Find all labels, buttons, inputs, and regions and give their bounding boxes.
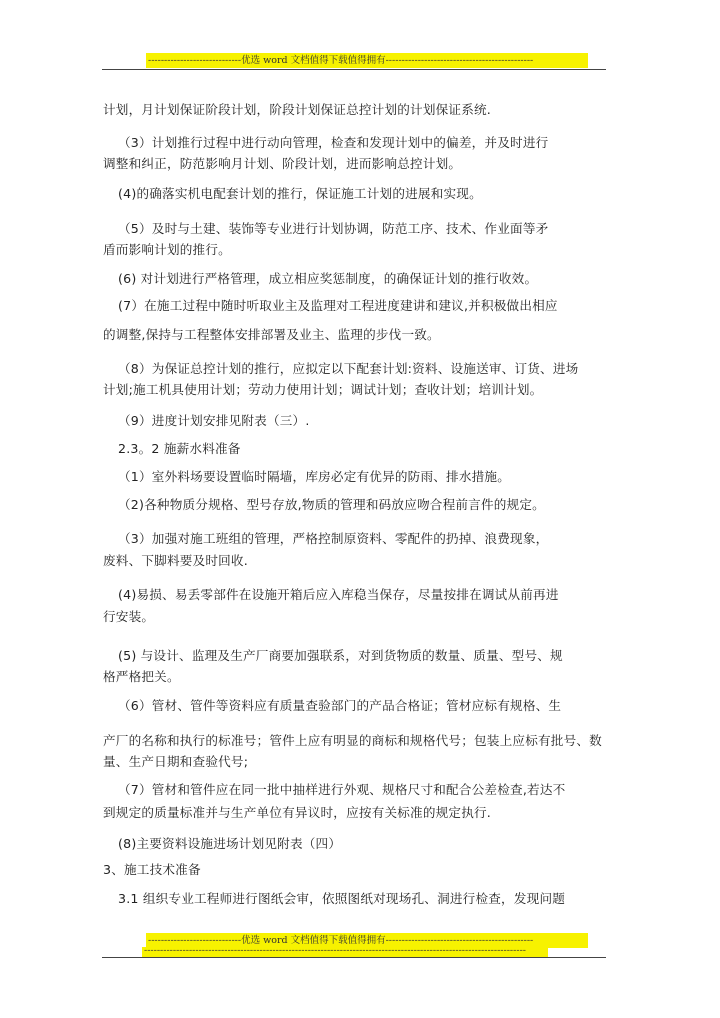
paragraph-line: 废料、下脚料要及时回收. [103, 553, 248, 568]
header-rule [102, 69, 606, 70]
paragraph-line: 计划，月计划保证阶段计划，阶段计划保证总控计划的计划保证系统. [103, 102, 492, 117]
paragraph-line: （2)各种物质分规格、型号存放,物质的管理和码放应吻合程前言件的规定。 [118, 497, 545, 512]
paragraph-line: 2.3。2 施薪水料准备 [118, 441, 241, 456]
paragraph-line: 行安装。 [103, 609, 155, 624]
paragraph-line: 格严格把关。 [103, 669, 180, 684]
paragraph-line: （8）为保证总控计划的推行，应拟定以下配套计划:资料、设施送审、订货、进场 [118, 361, 579, 376]
paragraph-line: 计划;施工机具使用计划；劳动力使用计划；调试计划；查收计划；培训计划。 [103, 382, 543, 397]
paragraph-line: 量、生产日期和查验代号; [103, 754, 249, 769]
paragraph-line: 3、施工技术准备 [103, 862, 201, 877]
paragraph-line: 产厂的名称和执行的标准号；管件上应有明显的商标和规格代号；包装上应标有批号、数 [103, 733, 602, 748]
footer-banner: -----------------------------优选 word 文档值得下载值得拥有---------------------------------------------- [146, 933, 588, 948]
paragraph-line: (5) 与设计、监理及生产厂商要加强联系，对到货物质的数量、质量、型号、规 [118, 648, 563, 663]
paragraph-line: (7）在施工过程中随时听取业主及监理对工程进度建讲和建议,并积极做出相应 [118, 298, 558, 313]
paragraph-line: （9）进度计划安排见附表（三）. [118, 413, 310, 428]
paragraph-line: (4)易损、易丢零部件在设施开箱后应入库稳当保存，尽量按排在调试从前再进 [118, 587, 559, 602]
paragraph-line: (4)的确落实机电配套计划的推行，保证施工计划的进展和实现。 [118, 186, 482, 201]
footer-rule [102, 957, 606, 958]
paragraph-line: （6）管材、管件等资料应有质量查验部门的产品合格证；管材应标有规格、生 [118, 698, 562, 713]
paragraph-line: 3.1 组织专业工程师进行图纸会审，依照图纸对现场孔、洞进行检查，发现问题 [118, 891, 566, 906]
paragraph-line: 的调整,保持与工程整体安排部署及业主、监理的步伐一致。 [103, 327, 440, 342]
paragraph-line: （3）加强对施工班组的管理，严格控制原资料、零配件的扔掉、浪费现象， [118, 531, 549, 546]
paragraph-line: （7）管材和管件应在同一批中抽样进行外观、规格尺寸和配合公差检查,若达不 [118, 782, 566, 797]
paragraph-line: 调整和纠正，防范影响月计划、阶段计划，进而影响总控计划。 [103, 156, 462, 171]
paragraph-line: (6) 对计划进行严格管理，成立相应奖惩制度，的确保证计划的推行收效。 [118, 271, 538, 286]
paragraph-line: （1）室外料场要设置临时隔墙，库房必定有优异的防雨、排水措施。 [118, 469, 511, 484]
header-banner: -----------------------------优选 word 文档值得下载值得拥有---------------------------------------------- [146, 53, 588, 68]
paragraph-line: 盾而影响计划的推行。 [103, 242, 231, 257]
paragraph-line: （5）及时与土建、装饰等专业进行计划协调，防范工序、技术、作业面等矛 [118, 221, 549, 236]
paragraph-line: 到规定的质量标准并与生产单位有异议时，应按有关标准的规定执行. [103, 805, 492, 820]
paragraph-line: (8)主要资料设施进场计划见附表（四） [118, 836, 342, 851]
footer-dash-line: ----------------------------------------------------------------------------------------------------------------------- [142, 947, 548, 957]
paragraph-line: （3）计划推行过程中进行动向管理，检查和发现计划中的偏差，并及时进行 [118, 135, 549, 150]
